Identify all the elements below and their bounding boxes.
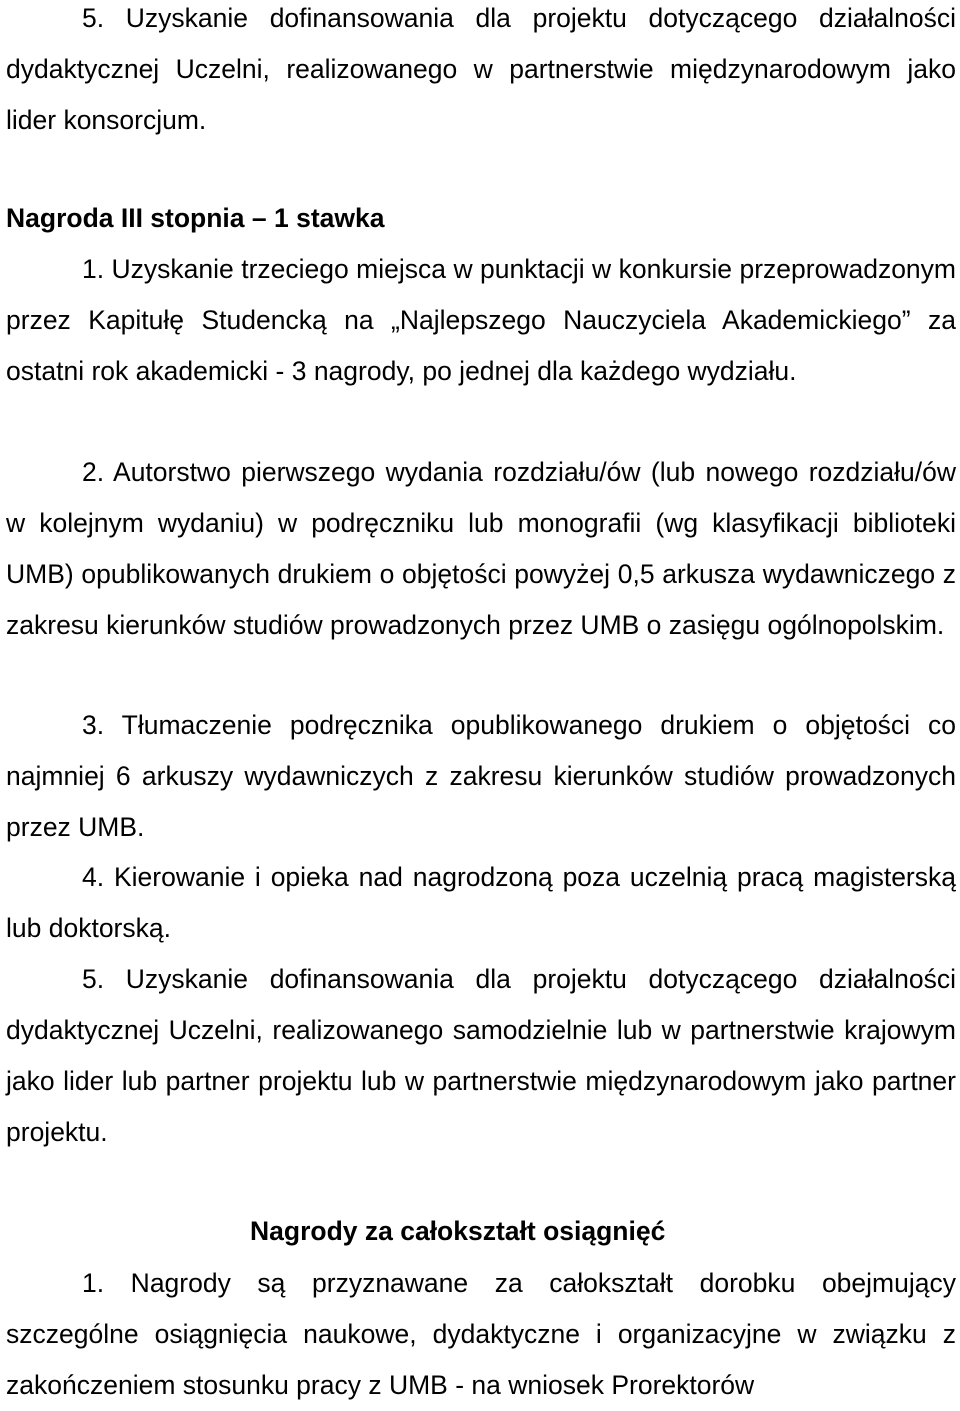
heading-lifetime-awards: Nagrody za całokształt osiągnięć — [250, 1216, 666, 1246]
list-item-2: 2. Autorstwo pierwszego wydania rozdziału/ów (lub nowego rozdziału/ów w kolejnym wydaniu) w podręczniku lub monografii (wg klasyfikacji biblioteki UMB) opublikowanych drukiem o objętości powyżej 0,5 arkusza wydawniczego z zakresu kierunków studiów prowadzonych przez UMB o zasięgu ogólnopolskim. — [6, 457, 956, 640]
list-item-1: 1. Uzyskanie trzeciego miejsca w punktacji w konkursie przeprowadzonym przez Kapitułę Studencką na „Najlepszego Nauczyciela Akademickiego” za ostatni rok akademicki - 3 nagrody, po jednej dla każdego wydziału. — [6, 254, 956, 386]
list-item-5: 5. Uzyskanie dofinansowania dla projektu dotyczącego działalności dydaktycznej Uczelni, realizowanego samodzielnie lub w partnerstwie krajowym jako lider lub partner projektu lub w partnerstwie międzynarodowym jako partner projektu. — [6, 964, 956, 1147]
lifetime-list-item-1: 1. Nagrody są przyznawane za całokształt dorobku obejmujący szczególne osiągnięcia naukowe, dydaktyczne i organizacyjne w związku z zakończeniem stosunku pracy z UMB - na wniosek Prorektorów — [6, 1268, 956, 1400]
paragraph-continued: 5. Uzyskanie dofinansowania dla projektu dotyczącego działalności dydaktycznej Uczelni, realizowanego w partnerstwie międzynarodowym jako lider konsorcjum. — [6, 3, 956, 135]
list-item-3: 3. Tłumaczenie podręcznika opublikowanego drukiem o objętości co najmniej 6 arkuszy wydawniczych z zakresu kierunków studiów prowadzonych przez UMB. — [6, 710, 956, 842]
heading-third-degree-award: Nagroda III stopnia – 1 stawka — [6, 203, 385, 233]
document-page — [6, 0, 956, 1400]
list-item-4: 4. Kierowanie i opieka nad nagrodzoną poza uczelnią pracą magisterską lub doktorską. — [6, 862, 956, 943]
